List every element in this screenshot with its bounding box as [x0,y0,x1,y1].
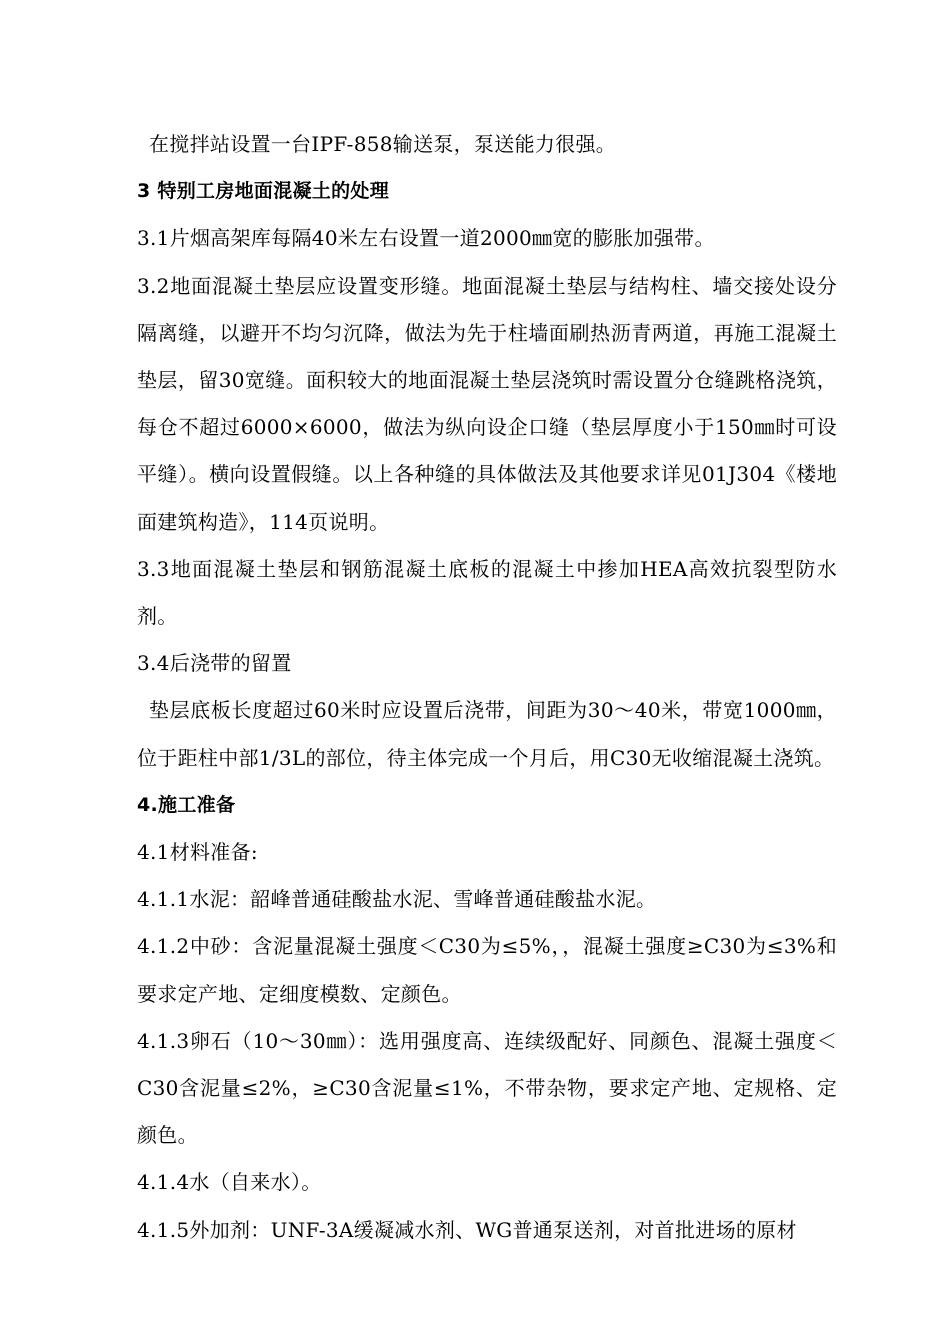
paragraph-3-4: 3.4后浇带的留置 [137,651,292,676]
paragraph-3-2: 3.2地面混凝土垫层应设置变形缝。地面混凝土垫层与结构柱、墙交接处设分隔离缝，以避开不均匀沉降，做法为先于柱墙面刷热沥青两道，再施工混凝土垫层，留30宽缝。面积较大的地面混凝土垫层浇筑时需设置分仓缝跳格浇筑，每仓不超过6000×6000，做法为纵向设企口缝（垫层厚度小于150㎜时可设平缝）。横向设置假缝。以上各种缝的具体做法及其他要求详见01J304《楼地面建筑构造》，114页说明。 [137,273,837,534]
paragraph-4-1-2: 4.1.2中砂：含泥量混凝土强度＜C30为≤5%，，混凝土强度≥C30为≤3%和要求定产地、定细度模数、定颜色。 [137,934,837,1006]
paragraph-4-1-4: 4.1.4水（自来水）。 [137,1170,322,1195]
paragraph-4-1-1: 4.1.1水泥：韶峰普通硅酸盐水泥、雪峰普通硅酸盐水泥。 [137,887,657,912]
paragraph-4-1-3: 4.1.3卵石（10～30㎜）：选用强度高、连续级配好、同颜色、混凝土强度＜C30含泥量≤2%，≥C30含泥量≤1%，不带杂物，要求定产地、定规格、定颜色。 [137,1028,837,1148]
paragraph-pump: 在搅拌站设置一台IPF-858输送泵，泵送能力很强。 [149,132,617,156]
paragraph-post-pour-strip: 垫层底板长度超过60米时应设置后浇带，间距为30～40米，带宽1000㎜，位于距柱中部1/3L的部位，待主体完成一个月后，用C30无收缩混凝土浇筑。 [137,698,837,770]
paragraph-4-1-5: 4.1.5外加剂：UNF-3A缓凝减水剂、WG普通泵送剂，对首批进场的原材 [137,1217,797,1242]
paragraph-4-1: 4.1材料准备: [137,840,258,865]
document-body [137,121,837,1254]
section-heading-4: 4.施工准备 [137,793,236,816]
paragraph-3-3: 3.3地面混凝土垫层和钢筋混凝土底板的混凝土中掺加HEA高效抗裂型防水剂。 [137,556,837,629]
paragraph-3-1: 3.1片烟高架库每隔40米左右设置一道2000㎜宽的膨胀加强带。 [137,226,715,251]
section-heading-3: 3 特别工房地面混凝土的处理 [137,180,390,203]
